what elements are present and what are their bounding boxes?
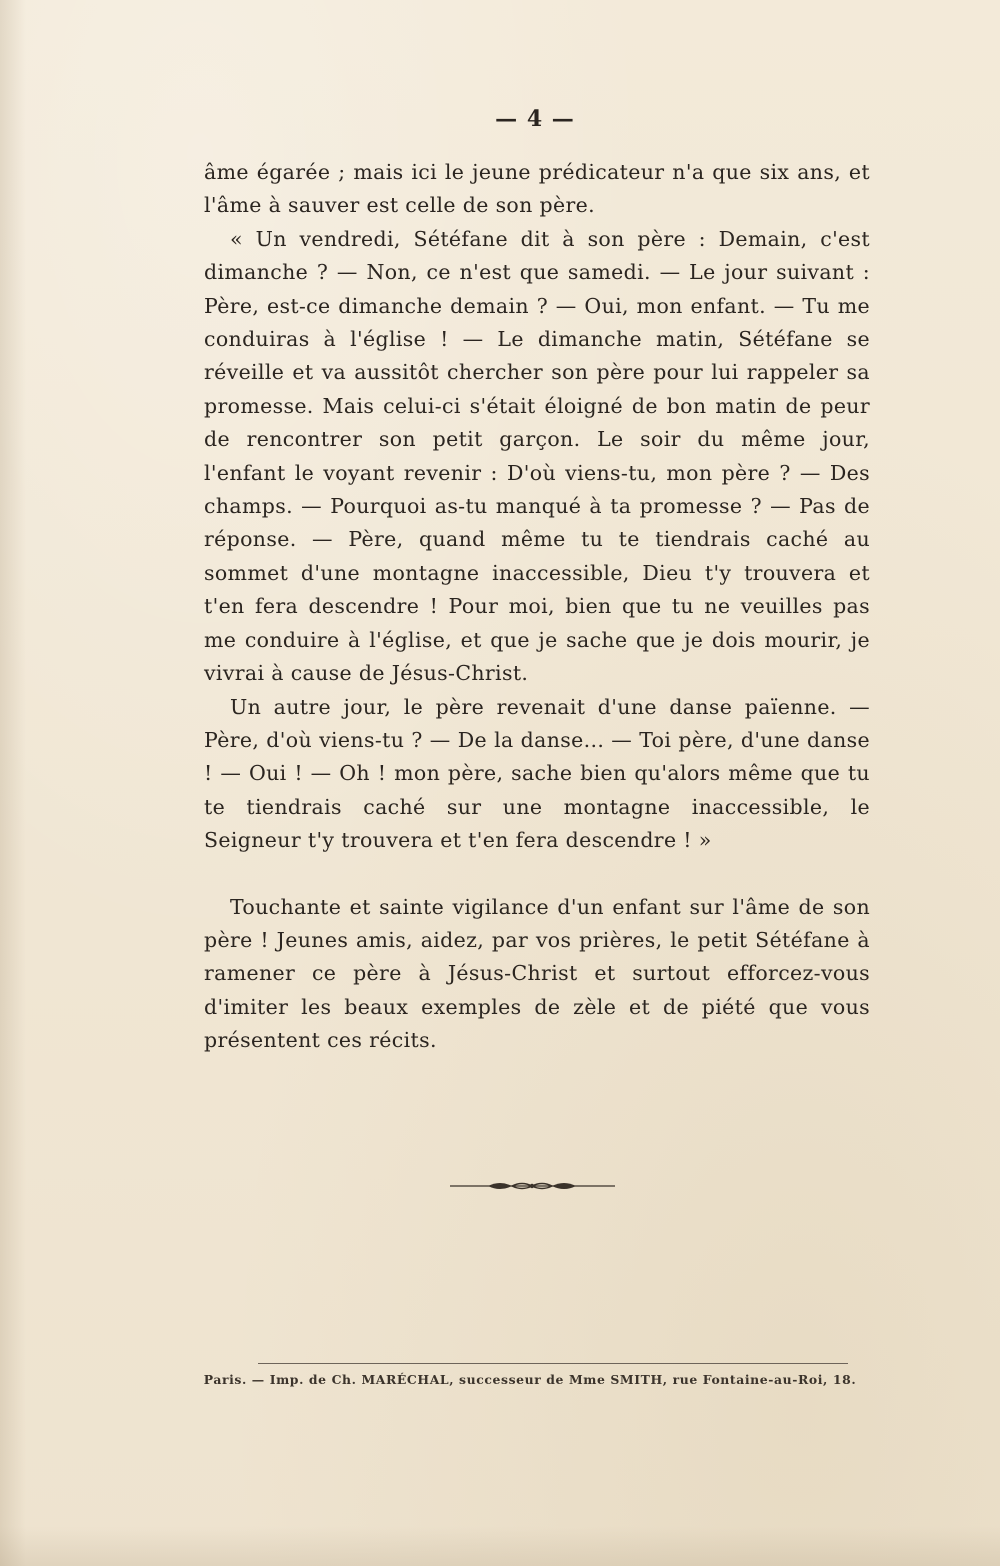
paragraph-4: Touchante et sainte vigilance d'un enfant sur l'âme de son père ! Jeunes amis, aidez, par vos prières, le petit Sétéfane à ramener ce père à Jésus-Christ et surtout efforcez-vous d'imiter les beaux exemples de zèle et de piété que vous présentent ces récits. (204, 894, 870, 1053)
paragraph-1: âme égarée ; mais ici le jeune prédicateur n'a que six ans, et l'âme à sauver est celle de son père. (204, 160, 870, 218)
fleuron-ornament-icon (450, 1178, 615, 1194)
footer-rule (258, 1363, 848, 1364)
paragraph-3: Un autre jour, le père revenait d'une danse païenne. — Père, d'où viens-tu ? — De la danse... — Toi père, d'une danse ! — Oui ! — Oh ! mon père, sache bien qu'alors même que tu te tiendrais caché sur une montagne inaccessible, le Seigneur t'y trouvera et t'en fera descendre ! » (204, 694, 870, 853)
paragraph-2: « Un vendredi, Sétéfane dit à son père : Demain, c'est dimanche ? — Non, ce n'est que samedi. — Le jour suivant : Père, est-ce dimanche demain ? — Oui, mon enfant. — Tu me conduiras à l'église ! — Le dimanche matin, Sétéfane se réveille et va aussitôt chercher son père pour lui rappeler sa promesse. Mais celui-ci s'était éloigné de bon matin de peur de rencontrer son petit garçon. Le soir du même jour, l'enfant le voyant revenir : D'où viens-tu, mon père ? — Des champs. — Pourquoi as-tu manqué à ta promesse ? — Pas de réponse. — Père, quand même tu te tiendrais caché au sommet d'une montagne inaccessible, Dieu t'y trouvera et t'en fera descendre ! Pour moi, bien que tu ne veuilles pas me conduire à l'église, et que je sache que je dois mourir, je vivrai à cause de Jésus-Christ. (204, 226, 870, 686)
page-number: — 4 — (495, 106, 575, 132)
paper-edge-shadow (0, 0, 26, 1566)
paper-bottom-shadow (0, 1526, 1000, 1566)
printer-imprint: Paris. — Imp. de Ch. MARÉCHAL, successeur de Mme SMITH, rue Fontaine-au-Roi, 18. (203, 1372, 857, 1387)
body-text (204, 156, 870, 1058)
